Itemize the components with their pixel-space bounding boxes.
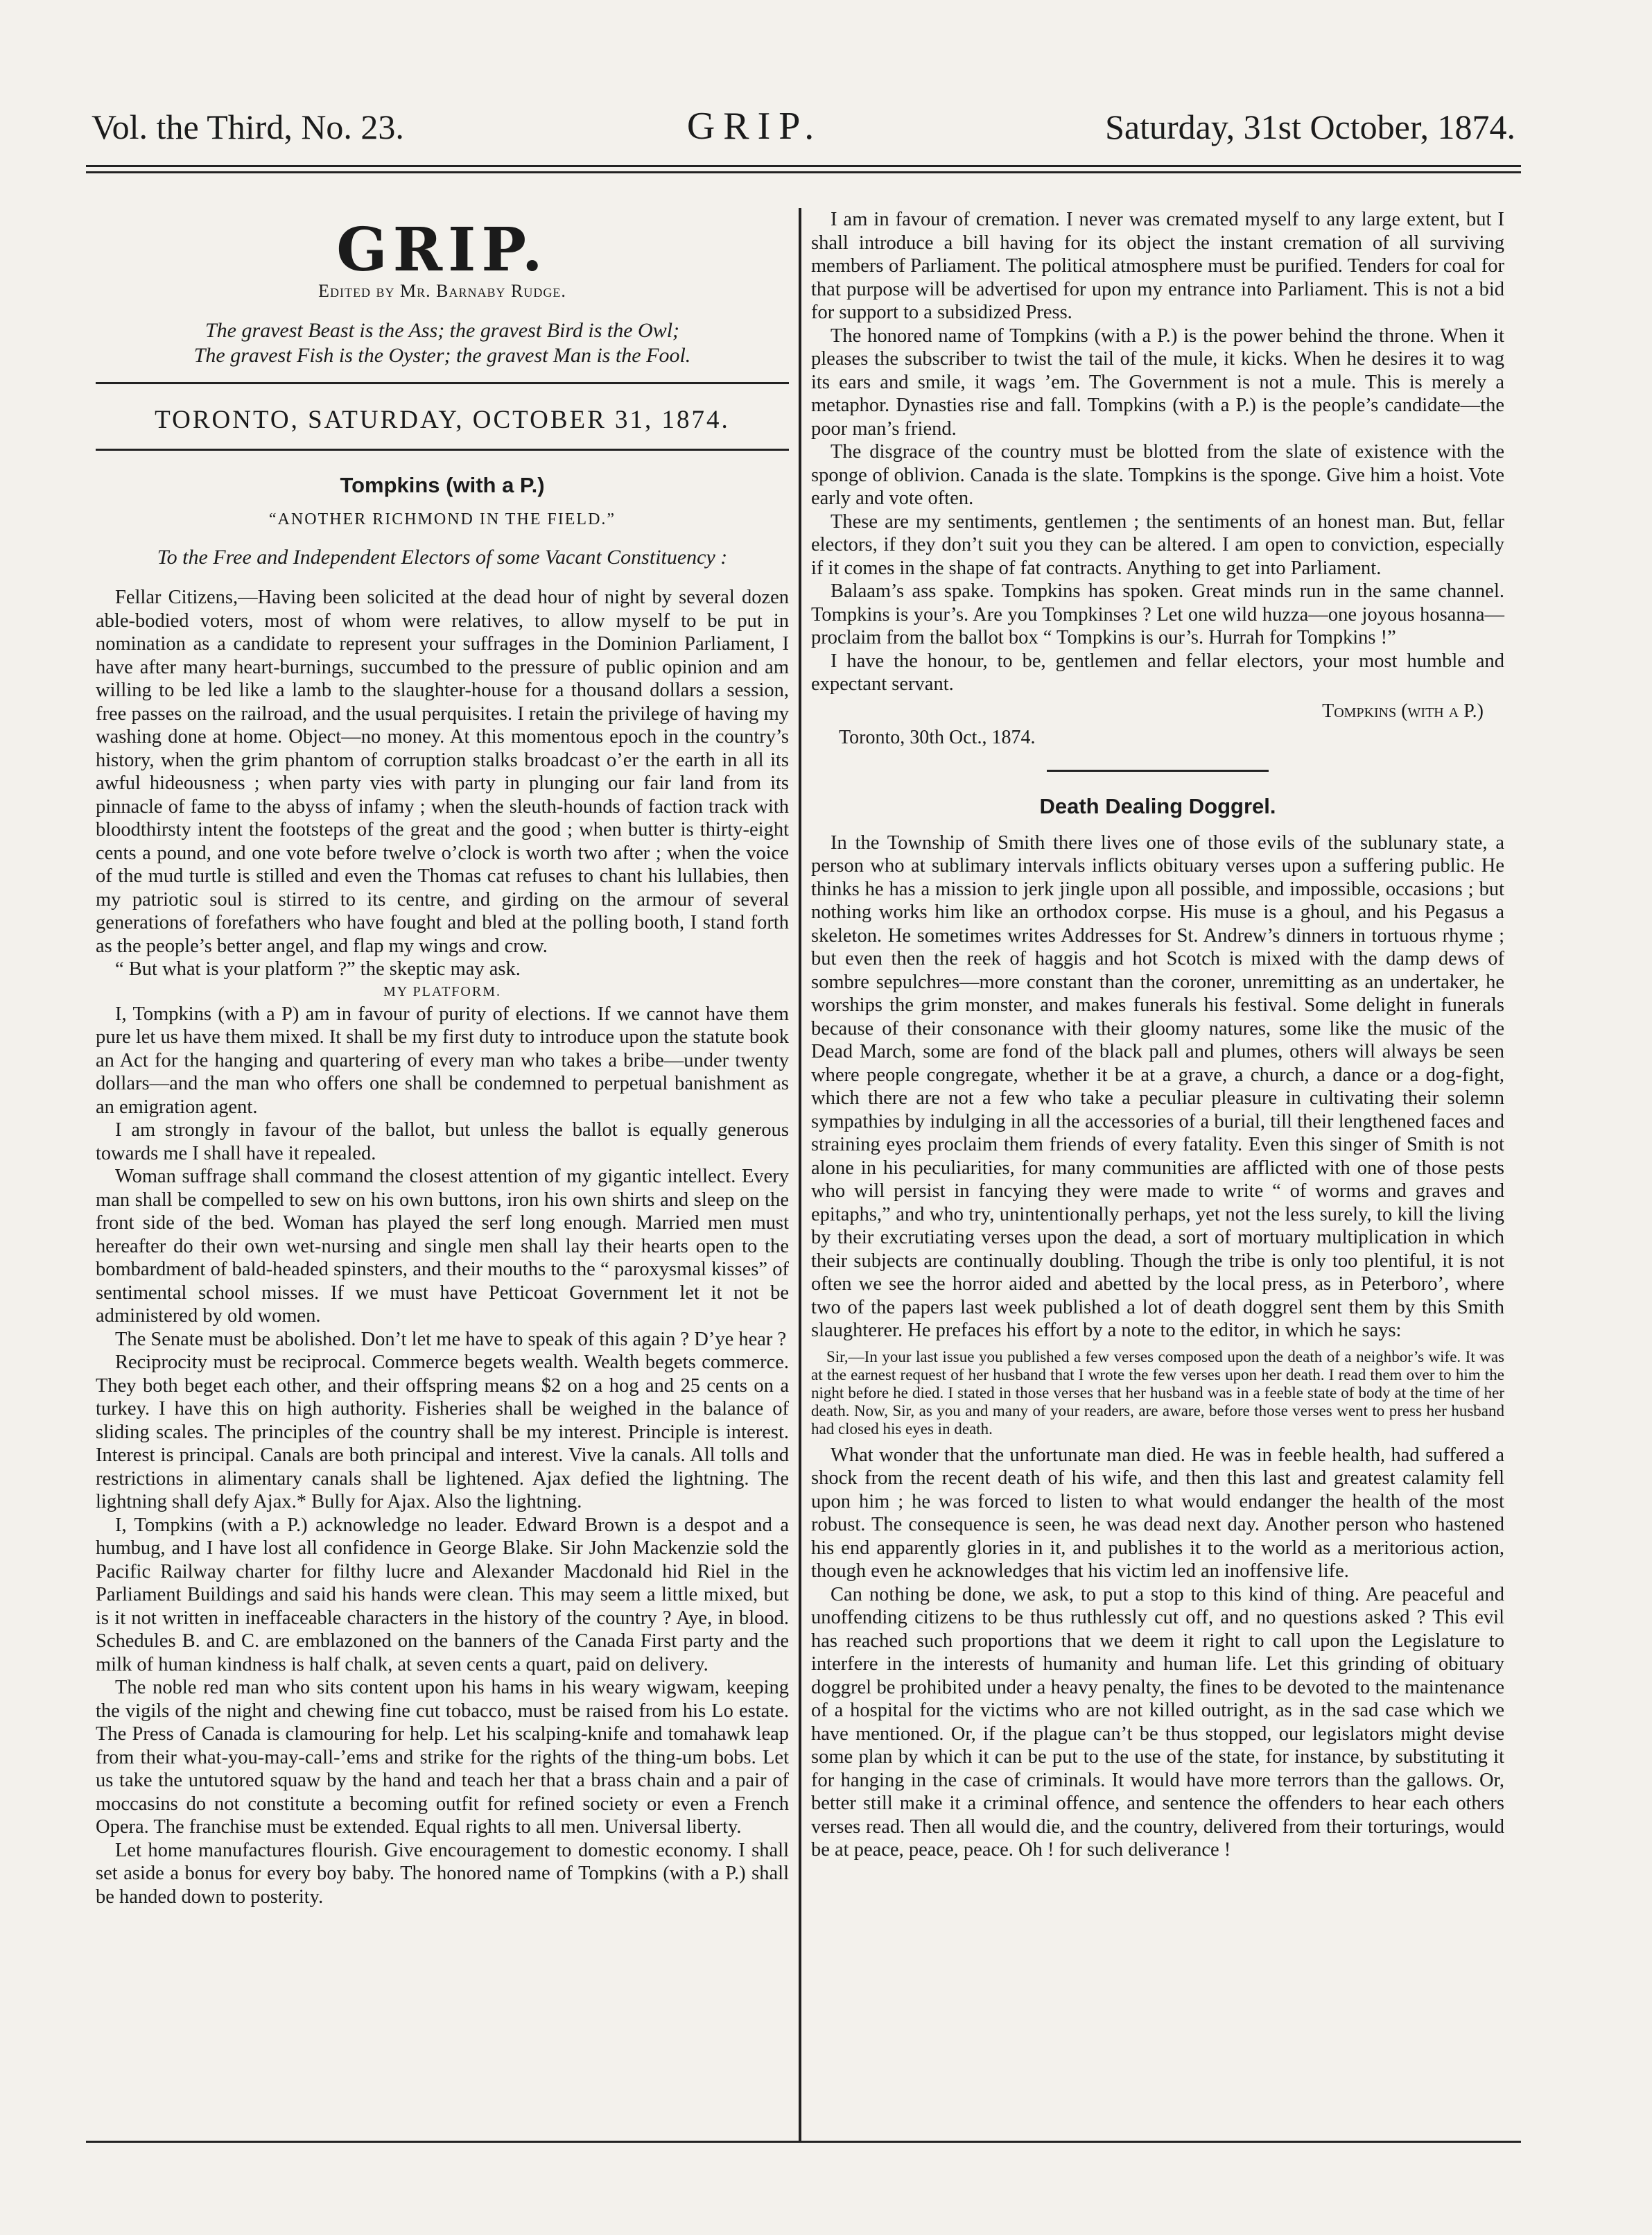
platform-heading: MY PLATFORM. — [383, 983, 501, 999]
paragraph: I, Tompkins (with a P) am in favour of purity of elections. If we cannot have them pure let us have them mixed. It shall be my first duty to introduce upon the statute book an Act for the hanging and quartering of every man who takes a bribe—under twenty dollars—and the man who offers one shall be condemned to perpetual banishment as an emigration agent. — [96, 1003, 789, 1118]
signature: Tompkins (with a P.) — [1322, 700, 1484, 722]
paragraph: I am in favour of cremation. I never was cremated myself to any large extent, but I shall introduce a bill having for its object the instant cremation of all surviving members of Parliament. The political atmosphere must be purified. Tenders for coal for that purpose will be advertised for upon my entrance into Parliament. This is not a bid for support to a subsidized Press. — [811, 209, 1504, 323]
issue-date: Saturday, 31st October, 1874. — [1105, 107, 1515, 146]
editor-line: Edited by Mr. Barnaby Rudge. — [318, 281, 566, 301]
motto-line-1: The gravest Beast is the Ass; the gravest Bird is the Owl; — [205, 319, 680, 342]
masthead-rule — [86, 165, 1521, 173]
masthead — [86, 104, 1521, 159]
paragraph: Woman suffrage shall command the closest attention of my gigantic intellect. Every man shall be compelled to sew on his own buttons, iron his own shirts and sleep on the front side of the bed. Woman has played the serf long enough. Married men must hereafter do their own wet-nursing and single men shall lay their hearts open to the bombardment of bald-headed spinsters, and their mouths to the “ paroxysmal kisses” of sentimental school misses. If we must have Petticoat Government let it not be administered by old women. — [96, 1166, 789, 1327]
article-heading: Tompkins (with a P.) — [340, 473, 545, 497]
paragraph: The noble red man who sits content upon his hams in his weary wigwam, keeping the vigils of the night and chewing fine cut tobacco, must be raised from his Lo estate. The Press of Canada is clamouring for help. Let his scalping-knife and tomahawk leap from their what-you-may-call-’ems and strike for the rights of the thing-um bobs. Let us take the untutored squaw by the hand and teach her that a brass chain and a pair of moccasins do not constitute a becoming outfit for refined society or even a French Opera. The franchise must be extended. Equal rights to all men. Universal liberty. — [96, 1677, 789, 1838]
paragraph: I, Tompkins (with a P.) acknowledge no leader. Edward Brown is a despot and a humbug, and I have lost all confidence in George Blake. Sir John Mackenzie sold the Pacific Railway charter for filthy lucre and Alexander Macdonald hid Riel in the Parliament Buildings and said his hands were clean. This may seem a little mixed, but is it not written in ineffaceable characters in the history of the country ? Aye, in blood. Schedules B. and C. are emblazoned on the banners of the Canada First party and the milk of human kindness is half chalk, at seven cents a quart, paid on delivery. — [96, 1514, 789, 1675]
paragraph: The Senate must be abolished. Don’t let me have to speak of this again ? D’ye hear ? — [115, 1328, 787, 1350]
article-subheading: “ANOTHER RICHMOND IN THE FIELD.” — [268, 510, 616, 528]
right-column — [801, 208, 1514, 2143]
paragraph: Reciprocity must be reciprocal. Commerce begets wealth. Wealth begets commerce. They both beget each other, and their offspring means $2 on a hog and 25 cents on a turkey. I have this on high authority. Fisheries shall be weighed in the balance of sliding scales. The principles of the country shall be my interest. Principle is interest. Interest is principal. Canals are both principal and interest. Vive la canals. All tolls and restrictions in alimentary canals shall be lightened. Ajax defied the lightning. The lightning shall defy Ajax.* Bully for Ajax. Also the lightning. — [96, 1352, 789, 1512]
rule — [96, 449, 789, 451]
paragraph: Fellar Citizens,—Having been solicited at the dead hour of night by several dozen able-bodied voters, most of whom were relatives, to allow myself to be put in nomination as a candidate to represent your suffrages in the Dominion Parliament, I have after many heart-burnings, succumbed to the pressure of public opinion and am willing to be led like a lamb to the slaughter-house for a thousand dollars a session, free passes on the railroad, and the usual perquisites. I retain the privilege of having my washing done at home. Object—no money. At this momentous epoch in the country’s history, when the grim phantom of corruption stalks broadcast o’er the earth in all its awful hideousness ; when party vies with party in plunging our fair land from its pinnacle of fame to the abyss of infamy ; when the sleuth-hounds of faction track with bloodthirsty intent the footsteps of the great and the good ; when butter is thirty-eight cents a pound, and one vote before twelve o’clock is worth two after ; when the voice of the mud turtle is stilled and even the Thomas cat refuses to chant his lullabies, then my patriotic soul is stirred to its centre, and girding on the armour of several generations of forefathers who have fought and bled at the polling booth, I stand forth as the people’s better angel, and flap my wings and crow. — [96, 587, 789, 957]
left-column — [86, 208, 799, 2143]
place-date: Toronto, 30th Oct., 1874. — [839, 726, 1036, 748]
address-line: To the Free and Independent Electors of some Vacant Constituency : — [157, 546, 728, 569]
grip-logo: GRIP. — [336, 215, 548, 285]
masthead-title: GRIP. — [686, 105, 823, 148]
section-rule — [1047, 770, 1269, 772]
paragraph: Let home manufactures flourish. Give encouragement to domestic economy. I shall set aside a bonus for every boy baby. The honored name of Tompkins (with a P.) shall be handed down to posterity. — [96, 1839, 789, 1908]
paragraph: Balaam’s ass spake. Tompkins has spoken. Great minds run in the same channel. Tompkins is your’s. Are you Tompkinses ? Let one wild huzza—one joyous hosanna—proclaim from the ballot box “ Tompkins is our’s. Hurrah for Tompkins !” — [811, 580, 1504, 648]
motto — [96, 318, 789, 368]
quoted-letter: Sir,—In your last issue you published a few verses composed upon the death of a neighbor’s wife. It was at the earnest request of her husband that I wrote the few verses upon her death. I read them over to him the night before he died. I stated in those verses that her husband was in a feeble state of body at the time of her death. Now, Sir, as you and many of your readers, are aware, before those verses went to press her husband had closed his eyes in death. — [811, 1347, 1504, 1438]
article-heading-2: Death Dealing Doggrel. — [1039, 793, 1276, 818]
rule — [96, 382, 789, 384]
paragraph: I am strongly in favour of the ballot, but unless the ballot is equally generous towards me I shall have it repealed. — [96, 1119, 789, 1164]
newspaper-page — [86, 104, 1521, 2143]
paragraph: What wonder that the unfortunate man died. He was in feeble health, had suffered a shock from the recent death of his wife, and then this last and greatest calamity fell upon him ; he was forced to listen to what would endanger the health of the most robust. The consequence is seen, he was dead next day. Another person who hastened his end apparently glories in it, and publishes it to the world as a meritorious action, though even he acknowledges that his victim led an inoffensive life. — [811, 1444, 1504, 1582]
paragraph: These are my sentiments, gentlemen ; the sentiments of an honest man. But, fellar electors, if they don’t suit you they can be altered. I am open to conviction, especially if it comes in the shape of fat contracts. Anything to get into Parliament. — [811, 510, 1504, 579]
paragraph: The honored name of Tompkins (with a P.) is the power behind the throne. When it pleases the subscriber to twist the tail of the mule, it kicks. When he desires it to wag its ears and smile, it wags ’em. The Government is not a mule. This is merely a metaphor. Dynasties rise and fall. Tompkins (with a P.) is the people’s candidate—the poor man’s friend. — [811, 325, 1504, 440]
paragraph: In the Township of Smith there lives one of those evils of the sublunary state, a person who at sublimary intervals inflicts obituary verses upon a suffering public. He thinks he has a mission to jerk jingle upon all possible, and impossible, occasions ; but nothing works him like an orthodox corpse. His muse is a ghoul, and his Pegasus a skeleton. He sometimes writes Addresses for St. Andrew’s dinners in tortuous rhyme ; but even then the reek of haggis and hot Scotch is mixed with the damp dews of sombre sepulchres—more constant than the coroner, unremitting as an undertaker, he worships the grim monster, and makes funerals his festival. Some delight in funerals because of their consonance with their gloomy natures, some like the music of the Dead March, some are fond of the black pall and plumes, others will always be seen where people congregate, whether it be at a grave, a church, a dance or a dog-fight, which there are not a few who take a peculiar pleasure in cultivating their solemn sympathies by indulging in all the accessories of a burial, till their lengthened faces and straining eyes proclaim them friends of every fatality. Even this singer of Smith is not alone in his peculiarities, for many communities are afflicted with one of those pests who will persist in fancying they were made to write “ of worms and graves and epitaphs,” and who try, unintentionally perhaps, yet not the less surely, to kill the living by their excrutiating verses upon the dead, a sort of mortuary multiplication in which their subjects are continually doubling. Though the tribe is only too plentiful, it is not often we see the horror aided and abetted by the local press, as in Peterboro’, where two of the papers last week published a lot of death doggrel sent them by this Smith slaughterer. He prefaces his effort by a note to the editor, in which he says: — [811, 831, 1504, 1341]
paragraph: The disgrace of the country must be blotted from the slate of existence with the sponge of oblivion. Canada is the slate. Tompkins is the sponge. Give him a hoist. Vote early and vote often. — [811, 441, 1504, 509]
volume-number: Vol. the Third, No. 23. — [92, 107, 404, 146]
paragraph: “ But what is your platform ?” the skeptic may ask. — [115, 958, 521, 980]
paragraph: Can nothing be done, we ask, to put a stop to this kind of thing. Are peaceful and unoffending citizens to be thus ruthlessly cut off, and no questions asked ? This evil has reached such proportions that we deem it right to call upon the Legislature to interfere in the interests of humanity and human life. Let this grinding of obituary doggrel be prohibited under a heavy penalty, the fines to be devoted to the maintenance of a hospital for the victims who are not killed outright, as in the sad case which we have mentioned. Or, if the plague can’t be thus stopped, our legislators might devise some plan by which it can be put to the use of the state, for instance, by substituting it for hanging in the case of criminals. It would have more terrors than the gallows. Or, better still make it a criminal offence, and sentence the offenders to hear each others verses read. Then all would die, and the country, delivered from their torturings, would be at peace, peace, peace. Oh ! for such deliverance ! — [811, 1583, 1504, 1861]
dateline: TORONTO, SATURDAY, OCTOBER 31, 1874. — [155, 406, 730, 434]
paragraph: I have the honour, to be, gentlemen and fellar electors, your most humble and expectant servant. — [811, 650, 1504, 695]
bottom-rule — [86, 2141, 1521, 2143]
columns — [86, 208, 1521, 2143]
motto-line-2: The gravest Fish is the Oyster; the gravest Man is the Fool. — [193, 344, 691, 367]
